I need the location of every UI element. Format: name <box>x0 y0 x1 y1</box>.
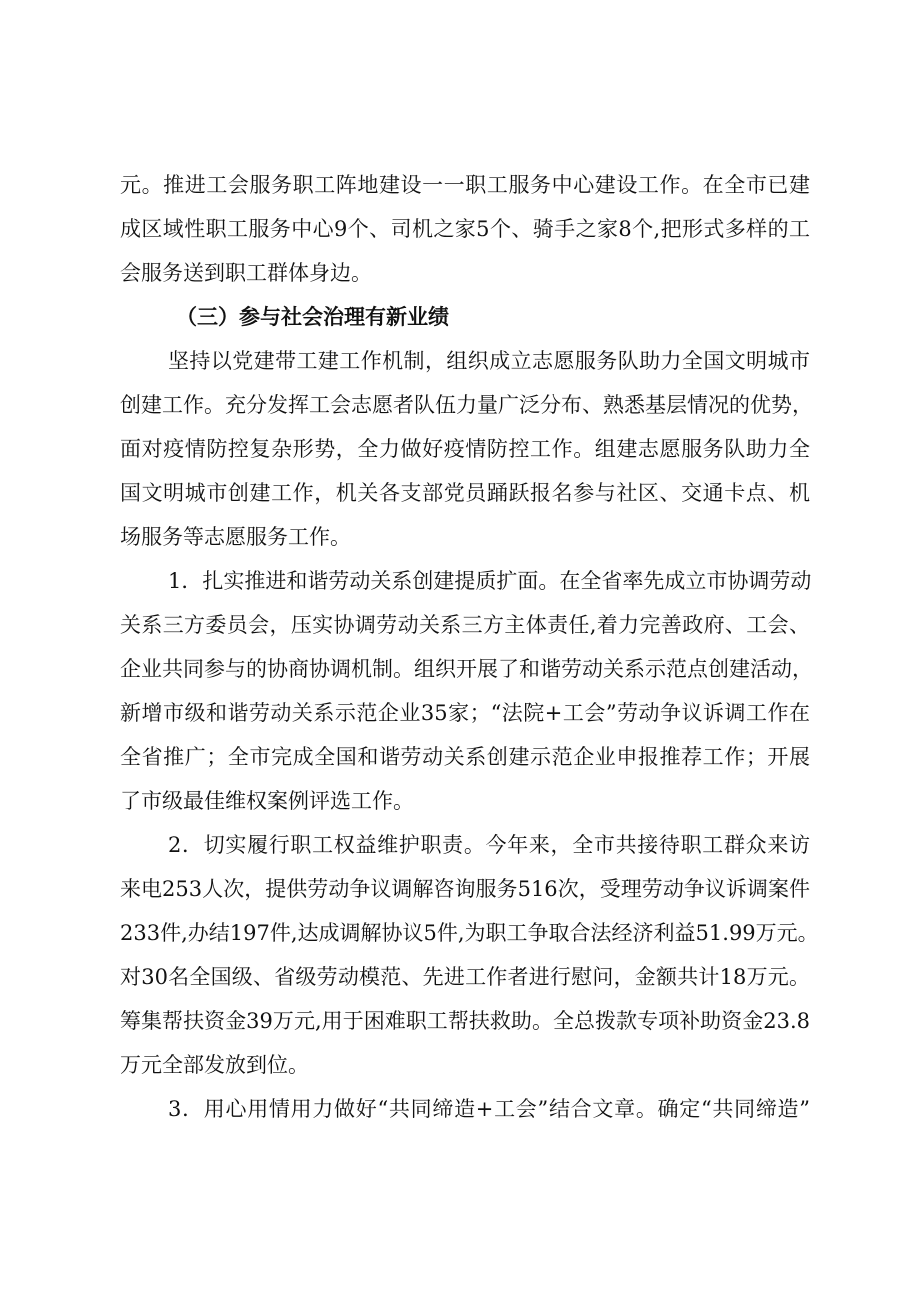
text-line: 会服务送到职工群体身边。 <box>120 261 372 285</box>
text-line: 新增市级和谐劳动关系示范企业35家；“法院+工会”劳动争议诉调工作在 <box>120 701 810 725</box>
text-line: 了市级最佳维权案例评选工作。 <box>120 789 414 813</box>
text-line: 筹集帮扶资金39万元,用于困难职工帮扶救助。全总拨款专项补助资金23.8 <box>120 1009 810 1033</box>
text-line: 1．扎实推进和谐劳动关系创建提质扩面。在全省率先成立市协调劳动 <box>168 569 812 593</box>
text-line: 关系三方委员会，压实协调劳动关系三方主体责任,着力完善政府、工会、 <box>120 613 810 637</box>
text-line: 233件,办结197件,达成调解协议5件,为职工争取合法经济利益51.99万元。 <box>120 921 819 945</box>
text-line: 坚持以党建带工建工作机制，组织成立志愿服务队助力全国文明城市 <box>168 349 810 373</box>
text-line: 来电253人次，提供劳动争议调解咨询服务516次，受理劳动争议诉调案件 <box>120 877 810 901</box>
text-line: 万元全部发放到位。 <box>120 1053 309 1077</box>
text-line: 成区域性职工服务中心9个、司机之家5个、骑手之家8个,把形式多样的工 <box>120 217 810 241</box>
text-line: 2．切实履行职工权益维护职责。今年来，全市共接待职工群众来访 <box>168 833 810 857</box>
text-line: 对30名全国级、省级劳动模范、先进工作者进行慰问，金额共计18万元。 <box>120 965 810 989</box>
section-heading: （三）参与社会治理有新业绩 <box>176 304 449 329</box>
text-line: 场服务等志愿服务工作。 <box>120 525 351 549</box>
text-line: 面对疫情防控复杂形势，全力做好疫情防控工作。组建志愿服务队助力全 <box>120 437 810 461</box>
text-line: 国文明城市创建工作，机关各支部党员踊跃报名参与社区、交通卡点、机 <box>120 481 810 505</box>
text-line: 3．用心用情用力做好“共同缔造+工会”结合文章。确定“共同缔造” <box>168 1097 810 1121</box>
text-line: 创建工作。充分发挥工会志愿者队伍力量广泛分布、熟悉基层情况的优势， <box>120 393 813 417</box>
text-line: 元。推进工会服务职工阵地建设一一职工服务中心建设工作。在全市已建 <box>120 173 810 197</box>
text-line: 全省推广；全市完成全国和谐劳动关系创建示范企业申报推荐工作；开展 <box>120 745 810 769</box>
text-line: 企业共同参与的协商协调机制。组织开展了和谐劳动关系示范点创建活动， <box>120 657 813 681</box>
